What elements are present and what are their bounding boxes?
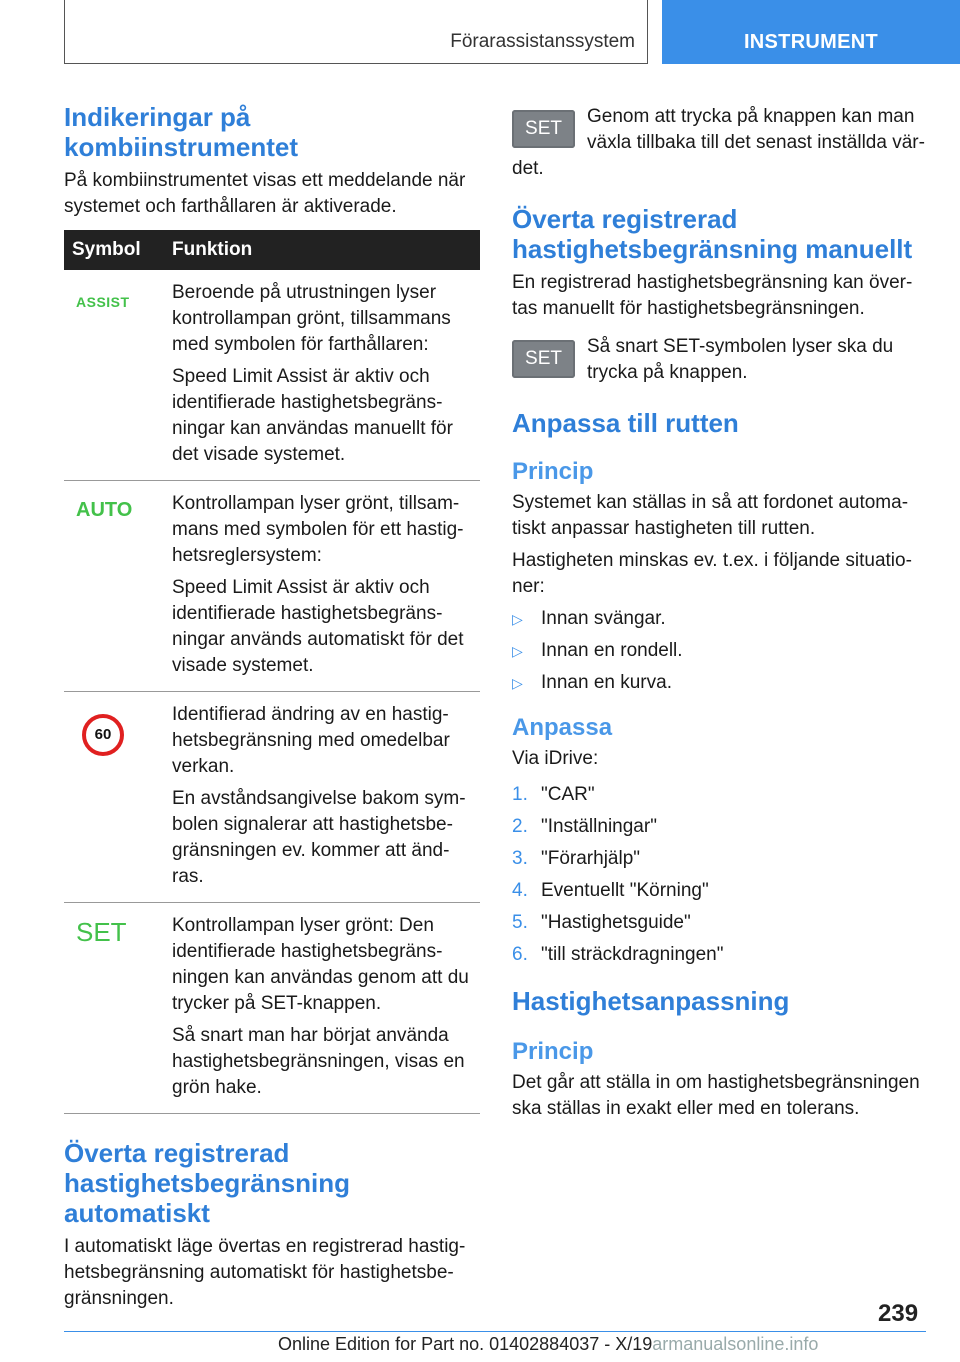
switch-back-paragraph: Genom att trycka på knappen kan man växla tillbaka till det senast inställda värdet. — [512, 106, 925, 179]
steps-list — [512, 782, 926, 968]
footer-edition — [278, 1334, 818, 1355]
via-idrive-paragraph: Via iDrive: — [512, 748, 599, 769]
table-row — [64, 692, 480, 903]
set-indicator-icon: SET — [76, 917, 127, 947]
auto-indicator-icon: AUTO — [76, 499, 133, 521]
set-button-icon: SET — [512, 340, 575, 378]
step-text: "Inställningar" — [541, 816, 657, 837]
step-text: Eventuellt "Körning" — [541, 880, 709, 901]
press-set-paragraph: Så snart SET-symbolen lyser ska du trycka på knappen. — [587, 336, 894, 383]
page-number: 239 — [878, 1300, 919, 1327]
list-item — [512, 846, 926, 872]
step-text: "till sträckdragningen" — [541, 944, 724, 965]
function-text: Kontrollampan lyser grönt, tillsammans med symbolen för ett hastighetsreglersystem: — [172, 493, 464, 566]
heading-adapt-route: Anpassa till rutten — [512, 408, 739, 438]
set-instruction — [512, 334, 926, 386]
table-header-row — [64, 230, 480, 270]
list-item — [512, 814, 926, 840]
symbol-table — [64, 230, 480, 1114]
speed-principle-paragraph: Det går att ställa in om hastighetsbegränsningen ska ställas in exakt eller med en tolerans. — [512, 1072, 920, 1119]
function-text: Identifierad ändring av en hastighetsbegränsning med omedelbar verkan. — [172, 704, 450, 777]
symbol-cell — [64, 481, 168, 692]
step-text: "CAR" — [541, 784, 595, 805]
set-button-icon: SET — [512, 110, 575, 148]
function-text: Beroende på utrustningen lyser kontrollampan grönt, tillsammans med symbolen för farthållaren: — [172, 282, 451, 355]
step-text: "Hastighetsguide" — [541, 912, 691, 933]
heading-auto-takeover: Överta registrerad hastighetsbegränsning automatiskt — [64, 1138, 351, 1228]
auto-takeover-paragraph: I automatiskt läge övertas en registrerad hastighetsbegränsning automatiskt för hastighetsbegränsningen. — [64, 1236, 466, 1309]
list-item — [512, 878, 926, 904]
principle-paragraph: Systemet kan ställas in så att fordonet automatiskt anpassar hastigheten till rutten. — [512, 492, 909, 539]
symbol-cell — [64, 270, 168, 481]
triangle-bullet-icon: ▷ — [512, 643, 523, 659]
table-row — [64, 903, 480, 1114]
function-text: Så snart man har börjat använda hastighetsbegränsningen, visas en grön hake. — [172, 1025, 465, 1098]
header-section-title: Förarassistanssystem — [450, 31, 635, 52]
triangle-bullet-icon: ▷ — [512, 611, 523, 627]
step-number: 6. — [512, 944, 528, 965]
step-number: 1. — [512, 784, 528, 805]
list-item — [512, 782, 926, 808]
symbol-cell — [64, 692, 168, 903]
heading-adjust: Anpassa — [512, 714, 613, 741]
heading-manual-takeover: Överta registrerad hastighetsbegränsning manuellt — [512, 204, 913, 264]
list-item — [512, 606, 926, 632]
watermark-text: armanualsonline.info — [652, 1334, 819, 1354]
step-number: 3. — [512, 848, 528, 869]
function-cell — [168, 270, 480, 481]
col-header-function: Funktion — [168, 230, 480, 270]
table-row — [64, 270, 480, 481]
list-item — [512, 910, 926, 936]
speed-limit-sign-icon: 60 — [82, 714, 124, 756]
left-column — [64, 102, 480, 1312]
heading-speed-adaptation: Hastighetsanpassning — [512, 986, 790, 1016]
manual-takeover-paragraph: En registrerad hastighetsbegränsning kan övertas manuellt för hastighetsbegränsningen. — [512, 272, 913, 319]
function-text: Speed Limit Assist är aktiv och identifierade hastighetsbegränsningar används automatiskt för det visade systemet. — [172, 577, 464, 676]
intro-paragraph: På kombiinstrumentet visas ett meddelande när systemet och farthållaren är aktiverade. — [64, 170, 466, 217]
triangle-bullet-icon: ▷ — [512, 675, 523, 691]
function-text: En avståndsangivelse bakom symbolen signalerar att hastighetsbegränsningen ev. kommer att ändras. — [172, 788, 466, 887]
function-cell — [168, 481, 480, 692]
list-item-text: Innan en kurva. — [541, 672, 672, 693]
assist-indicator-icon: ASSIST — [76, 294, 130, 310]
list-item — [512, 638, 926, 664]
step-text: "Förarhjälp" — [541, 848, 641, 869]
step-number: 4. — [512, 880, 528, 901]
list-item — [512, 670, 926, 696]
symbol-cell — [64, 903, 168, 1114]
table-row — [64, 481, 480, 692]
heading-principle: Princip — [512, 1038, 594, 1065]
heading-principle: Princip — [512, 458, 594, 485]
situation-list — [512, 606, 926, 696]
reduce-paragraph: Hastigheten minskas ev. t.ex. i följande situationer: — [512, 550, 912, 597]
function-cell — [168, 903, 480, 1114]
step-number: 2. — [512, 816, 528, 837]
function-cell — [168, 692, 480, 903]
edition-text: Online Edition for Part no. 01402884037 - X/19 — [278, 1334, 653, 1354]
col-header-symbol: Symbol — [64, 230, 168, 270]
footer-divider — [64, 1331, 926, 1332]
function-text: Kontrollampan lyser grönt: Den identifierade hastighetsbegränsningen kan användas genom att du trycker på SET-knappen. — [172, 915, 469, 1014]
heading-indicators: Indikeringar på kombiinstrumentet — [64, 102, 299, 162]
header-section-box — [64, 0, 648, 64]
step-number: 5. — [512, 912, 528, 933]
header-chapter-tab: INSTRUMENT — [662, 0, 960, 64]
list-item-text: Innan en rondell. — [541, 640, 683, 661]
list-item-text: Innan svängar. — [541, 608, 666, 629]
right-column — [512, 104, 926, 1122]
list-item — [512, 942, 926, 968]
function-text: Speed Limit Assist är aktiv och identifierade hastighetsbegränsningar kan användas manuellt för det visade systemet. — [172, 366, 453, 465]
